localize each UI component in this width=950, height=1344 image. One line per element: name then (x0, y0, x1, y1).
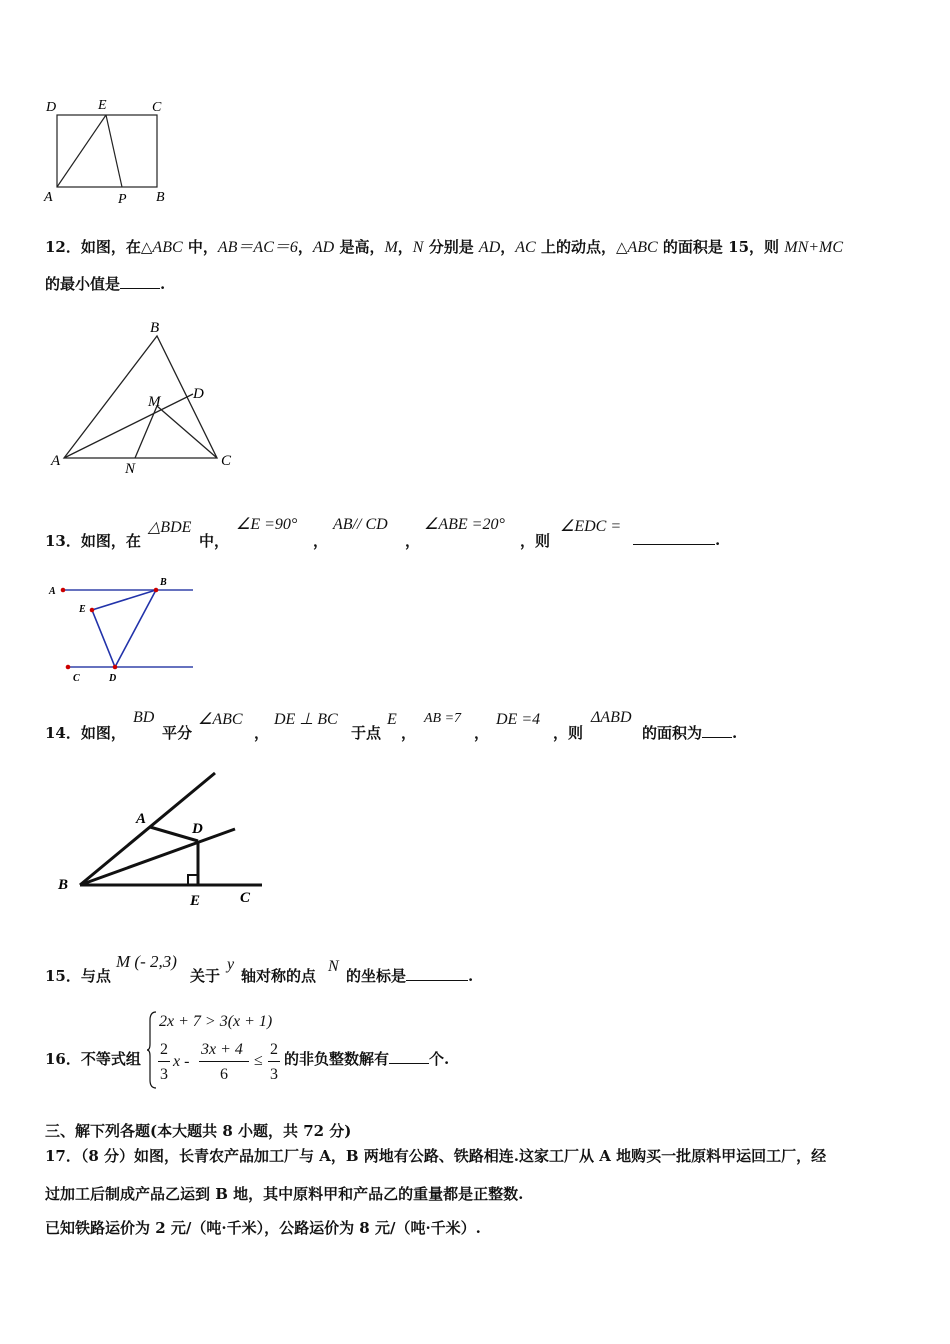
figure-parallel-lines (45, 575, 205, 685)
frac2-bar (199, 1061, 249, 1062)
q13-comma1: ， (313, 532, 329, 550)
system-brace (146, 1010, 158, 1090)
frac1-num: 2 (160, 1041, 168, 1058)
frac3-bar (268, 1061, 280, 1062)
q14-comma2: ， (401, 724, 417, 742)
math-n: N (328, 958, 339, 975)
label-b: B (156, 190, 165, 205)
label-b: B (150, 320, 160, 336)
label-c: C (240, 890, 251, 906)
label-b: B (160, 577, 167, 588)
label-e: E (79, 604, 86, 615)
section-heading: 三、解下列各题(本大题共 8 小题，共 72 分) (45, 1122, 352, 1140)
label-d: D (109, 673, 117, 684)
answer-blank (633, 530, 715, 545)
label-n: N (125, 461, 136, 477)
figure-triangle-abc (45, 312, 245, 477)
frac3-num: 2 (270, 1041, 278, 1058)
label-e: E (190, 893, 201, 909)
q14-comma1: ， (254, 724, 270, 742)
q13-answer: . (633, 530, 720, 549)
label-a: A (136, 811, 147, 827)
label-p: P (118, 192, 127, 207)
label-c: C (221, 453, 232, 469)
math-angle-edc: ∠EDC = (560, 518, 622, 535)
label-b: B (58, 877, 69, 893)
label-d: D (46, 100, 57, 115)
answer-blank (389, 1049, 429, 1064)
q14-yudian: 于点 (351, 724, 382, 742)
q16-tail: 的非负整数解有 个. (284, 1050, 450, 1068)
label-c: C (73, 673, 80, 684)
math-e: E (387, 711, 397, 728)
answer-blank (120, 274, 160, 289)
q13-then: ，则 (520, 532, 551, 550)
question-12-line2: 的最小值是 . (45, 275, 166, 293)
answer-blank (406, 966, 468, 981)
q13-comma2: ， (405, 532, 421, 550)
frac1-den: 3 (160, 1066, 168, 1083)
math-angle-e: ∠E =90° (236, 516, 298, 533)
label-e: E (98, 98, 107, 113)
frac2-num: 3x + 4 (201, 1041, 243, 1058)
label-a: A (51, 453, 61, 469)
frac1-bar (158, 1061, 170, 1062)
math-de-perp-bc: DE ⊥ BC (274, 711, 338, 728)
question-17-line3: 已知铁路运价为 2 元/（吨·千米），公路运价为 8 元/（吨·千米）. (45, 1219, 481, 1237)
question-17-line1: 17．（8 分）如图，长青农产品加工厂与 A，B 两地有公路、铁路相连.这家工厂从 A 地购买一批原料甲运回工厂，经 (45, 1147, 827, 1165)
math-ab7: AB =7 (424, 711, 462, 726)
math-parallel: AB// CD (333, 516, 388, 533)
q14-area: 的面积为 . (642, 724, 738, 742)
inequality-1: 2x + 7 > 3(x + 1) (159, 1013, 273, 1030)
q13-zhong: 中， (199, 532, 230, 550)
frac3-den: 3 (270, 1066, 278, 1083)
question-12-line1: 12．如图，在△ABC 中，AB＝AC＝6，AD 是高，M，N 分别是 AD，AC 上的动点，△ABC 的面积是 15，则 MN+MC (45, 238, 844, 256)
q15-axis: 轴对称的点 (241, 967, 317, 985)
label-d: D (192, 821, 203, 837)
figure-rectangle-adpb (40, 95, 180, 210)
math-bd: BD (133, 709, 155, 726)
q14-pingfen: 平分 (162, 724, 193, 742)
q15-coord: 的坐标是 . (346, 967, 474, 985)
question-14-num: 14．如图， (45, 724, 126, 742)
question-17-line2: 过加工后制成产品乙运到 B 地，其中原料甲和产品乙的重量都是正整数. (45, 1185, 524, 1203)
math-angle-abe: ∠ABE =20° (424, 516, 505, 533)
answer-blank (702, 723, 732, 738)
label-d: D (193, 386, 204, 402)
math-y: y (227, 956, 235, 973)
math-triangle-abd: ΔABD (591, 709, 632, 726)
figure-angle-bisector (50, 765, 275, 915)
frac2-den: 6 (220, 1066, 228, 1083)
label-c: C (152, 100, 162, 115)
q15-about: 关于 (190, 967, 221, 985)
label-m: M (148, 394, 161, 410)
question-13-num: 13．如图，在 (45, 532, 141, 550)
question-15-num: 15．与点 (45, 967, 111, 985)
q14-then: ，则 (553, 724, 584, 742)
math-point-m: M (- 2,3) (116, 952, 177, 971)
math-angle-abc: ∠ABC (198, 711, 243, 728)
label-a: A (44, 190, 53, 205)
q14-comma3: ， (474, 724, 490, 742)
leq-sign: ≤ (254, 1052, 263, 1069)
x-minus: x - (173, 1053, 190, 1070)
math-de4: DE =4 (496, 711, 541, 728)
question-16-num: 16．不等式组 (45, 1050, 141, 1068)
label-a: A (49, 586, 56, 597)
math-triangle-bde: △BDE (148, 519, 192, 536)
